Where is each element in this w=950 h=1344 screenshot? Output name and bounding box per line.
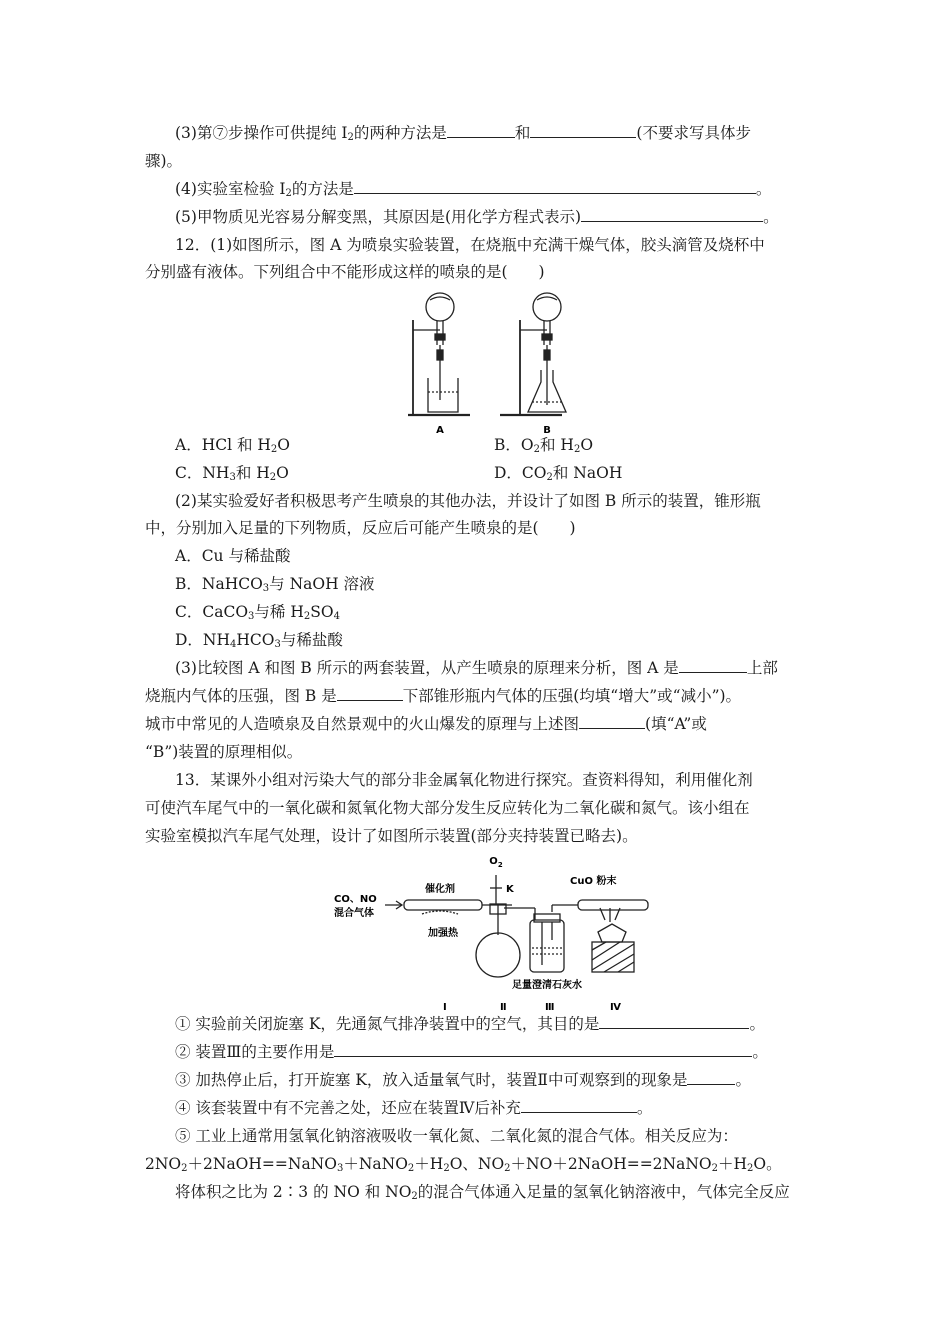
answer-blank[interactable] (521, 1097, 637, 1113)
q13-subq-4: ④ 该套装置中有不完善之处，还应在装置Ⅳ后补充 。 (175, 1099, 653, 1117)
label-strong-heat: 加强热 (428, 928, 458, 939)
label-roman-3: Ⅲ (545, 1002, 555, 1013)
q12-intro-line1: 12．(1)如图所示，图 A 为喷泉实验装置，在烧瓶中充满干燥气体，胶头滴管及烧杯中 (175, 236, 765, 254)
q12-part2-line1: (2)某实验爱好者积极思考产生喷泉的其他办法，并设计了如图 B 所示的装置，锥形瓶 (175, 492, 761, 510)
q11-part3-line1: (3)第⑦步操作可供提纯 $I_2$的两种方法是 和 (不要求写具体步 (175, 124, 751, 143)
q12-option-a[interactable]: A．HCl 和 $H_2O$ (175, 436, 290, 455)
q13-subq-1: ① 实验前关闭旋塞 K，先通氮气排净装置中的空气，其目的是 。 (175, 1015, 765, 1033)
q12-option-c[interactable]: C．$NH_3$和 $H_2O$ (175, 464, 289, 483)
answer-blank[interactable] (679, 657, 747, 673)
label-mixed-gas: 混合气体 (334, 908, 374, 919)
fountain-apparatus-figure (400, 290, 570, 438)
q12-part3-line4: “B”)装置的原理相似。 (145, 743, 303, 761)
q13-subq-2: ② 装置Ⅲ的主要作用是 。 (175, 1043, 768, 1061)
q11-part3-line2: 骤)。 (145, 152, 183, 170)
q11-part5: (5)甲物质见光容易分解变黑，其原因是(用化学方程式表示) 。 (175, 208, 779, 226)
q13-subq-3: ③ 加热停止后，打开旋塞 K，放入适量氧气时，装置Ⅱ中可观察到的现象是 。 (175, 1071, 751, 1089)
q13-last-line: 将体积之比为 2∶3 的 NO 和 $NO_2$的混合气体通入足量的氢氧化钠溶液中，气体完全反应 (175, 1183, 790, 1202)
answer-blank[interactable] (687, 1069, 735, 1085)
figure-label-b: B (543, 425, 551, 436)
label-gas-inlet: CO、NO (334, 894, 377, 905)
answer-blank[interactable] (581, 206, 763, 222)
q13-subq-5: ⑤ 工业上通常用氢氧化钠溶液吸收一氧化氮、二氧化氮的混合气体。相关反应为： (175, 1127, 738, 1145)
q12-part2-line2: 中，分别加入足量的下列物质，反应后可能产生喷泉的是( ) (145, 519, 576, 537)
q12-part3-line2: 烧瓶内气体的压强，图 B 是 下部锥形瓶内气体的压强(均填“增大”或“减小”)。 (145, 687, 742, 705)
q12-part3-line1: (3)比较图 A 和图 B 所示的两套装置，从产生喷泉的原理来分析，图 A 是 上部 (175, 659, 778, 677)
q13-equation: $2NO_2+2NaOH==NaNO_3+NaNO_2+H_2O$、$NO_2+NO+2NaOH==2NaNO_2+H_2O$。 (145, 1155, 782, 1174)
answer-blank[interactable] (334, 1041, 752, 1057)
label-o2: $O_2$ (489, 856, 503, 869)
label-cuo-powder: CuO 粉末 (570, 876, 617, 887)
q13-intro-line2: 可使汽车尾气中的一氧化碳和氮氧化物大部分发生反应转化为二氧化碳和氮气。该小组在 (145, 799, 750, 817)
label-limewater: 足量澄清石灰水 (512, 980, 582, 991)
q13-intro-line3: 实验室模拟汽车尾气处理，设计了如图所示装置(部分夹持装置已略去)。 (145, 827, 638, 845)
label-roman-4: Ⅳ (610, 1002, 621, 1013)
q12-option-d[interactable]: D．$CO_2$和 NaOH (494, 464, 623, 483)
q11-part4: (4)实验室检验 $I_2$的方法是 。 (175, 180, 772, 199)
answer-blank[interactable] (447, 122, 515, 138)
exhaust-treatment-apparatus-figure (330, 850, 650, 1018)
q12-part2-option-a[interactable]: A．Cu 与稀盐酸 (175, 547, 291, 565)
answer-blank[interactable] (354, 178, 756, 194)
q12-part2-option-d[interactable]: D．$NH_4HCO_3$与稀盐酸 (175, 631, 343, 650)
answer-blank[interactable] (579, 713, 645, 729)
label-catalyst: 催化剂 (425, 884, 455, 895)
q13-intro-line1: 13．某课外小组对污染大气的部分非金属氧化物进行探究。查资料得知，利用催化剂 (175, 771, 753, 789)
q12-part2-option-b[interactable]: B．NaHCO$_3$与 NaOH 溶液 (175, 575, 375, 594)
figure-label-a: A (436, 425, 444, 436)
q12-part2-option-c[interactable]: C．CaCO$_3$与稀 $H_2SO_4$ (175, 603, 340, 622)
label-roman-2: Ⅱ (500, 1002, 507, 1013)
label-roman-1: Ⅰ (443, 1002, 447, 1013)
q12-option-b[interactable]: B．$O_2$和 $H_2O$ (494, 436, 594, 455)
q12-intro-line2: 分别盛有液体。下列组合中不能形成这样的喷泉的是( ) (145, 263, 545, 281)
answer-blank[interactable] (337, 685, 403, 701)
label-valve-k: K (506, 884, 514, 895)
q12-part3-line3: 城市中常见的人造喷泉及自然景观中的火山爆发的原理与上述图 (填“A”或 (145, 715, 707, 733)
answer-blank[interactable] (599, 1013, 749, 1029)
answer-blank[interactable] (530, 122, 636, 138)
